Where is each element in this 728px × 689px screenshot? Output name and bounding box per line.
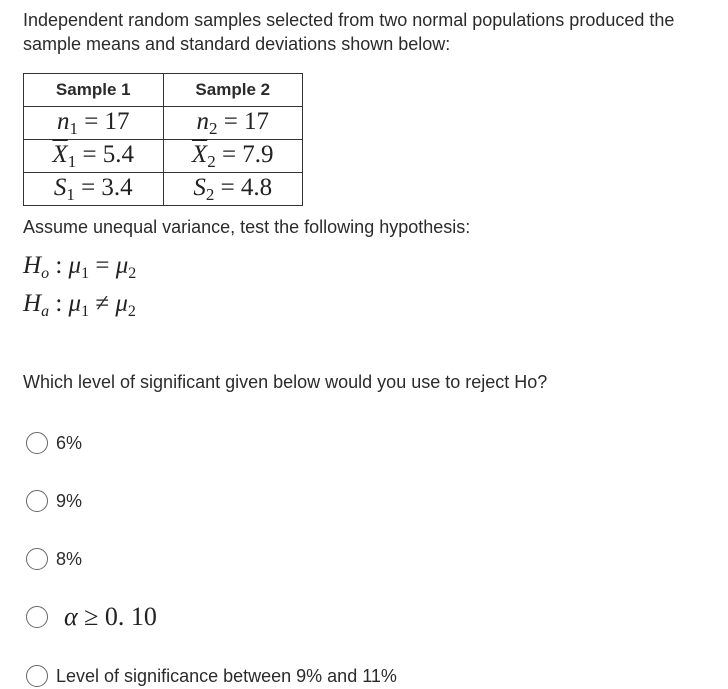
radio-button[interactable] [26, 606, 48, 628]
value: = 5.4 [76, 140, 135, 168]
sub: 1 [69, 118, 78, 138]
mu-sub: 1 [81, 303, 90, 320]
table-header-row [24, 74, 303, 107]
question-intro: Independent random samples selected from two normal populations produced the sample means and standard deviations shown below: [23, 10, 675, 54]
mu-sub: 2 [127, 303, 136, 320]
radio-button[interactable] [26, 490, 48, 512]
var-xbar: $\overline{X}$ [52, 140, 68, 168]
cell-n1 [24, 107, 164, 140]
option-6-percent[interactable] [26, 432, 82, 454]
sample-stats-table [23, 73, 303, 206]
h-symbol: H [23, 290, 42, 317]
option-label: 8% [56, 548, 83, 569]
sub: 2 [205, 184, 215, 204]
assumption-text: Assume unequal variance, test the following hypothesis: [23, 217, 471, 237]
value: = 7.9 [215, 140, 274, 168]
mu-symbol: μ [115, 290, 128, 317]
mu-sub: 1 [81, 265, 90, 282]
mu-symbol: μ [68, 290, 82, 317]
var-s: S [53, 173, 67, 201]
cell-s2 [163, 173, 303, 206]
mu-symbol: μ [115, 252, 129, 279]
sub: 2 [207, 151, 216, 171]
value: = 4.8 [214, 173, 273, 201]
alternative-hypothesis [23, 290, 136, 321]
option-alpha-geq-010[interactable] [26, 602, 157, 632]
option-9-percent[interactable] [26, 490, 82, 512]
math-rest: ≥ 0. 10 [77, 602, 157, 631]
question-prompt: Which level of significant given below would you use to reject Ho? [23, 372, 548, 392]
sub: 1 [67, 151, 77, 171]
option-8-percent[interactable] [26, 548, 82, 570]
value: = 17 [217, 107, 270, 135]
relation: ≠ [89, 290, 116, 317]
option-label: 6% [56, 432, 83, 453]
value: = 17 [77, 107, 130, 135]
relation: = [89, 252, 116, 279]
mu-symbol: μ [68, 252, 82, 279]
h-sub: o [41, 265, 50, 282]
option-between-9-and-11[interactable] [26, 665, 397, 687]
header-sample-2: Sample 2 [163, 74, 303, 107]
option-label: 9% [56, 490, 83, 511]
h-symbol: H [23, 252, 42, 279]
h-sub: a [41, 303, 50, 320]
option-label [64, 602, 157, 632]
colon: : [49, 252, 69, 279]
radio-button[interactable] [26, 548, 48, 570]
var-s: S [193, 173, 206, 201]
value: = 3.4 [74, 173, 133, 201]
var-n: n [56, 107, 70, 135]
mu-sub: 2 [128, 265, 137, 282]
var-xbar: $\overline{X}$ [191, 140, 208, 168]
null-hypothesis [23, 252, 136, 283]
table-row [24, 173, 303, 206]
header-sample-1: Sample 1 [24, 74, 164, 107]
colon: : [49, 290, 69, 317]
sub: 1 [66, 184, 75, 204]
alpha-symbol: α [64, 602, 78, 631]
table-row [24, 107, 303, 140]
radio-button[interactable] [26, 432, 48, 454]
cell-s1 [24, 173, 164, 206]
option-label: Level of significance between 9% and 11% [56, 665, 397, 686]
sub: 2 [208, 118, 218, 138]
cell-x2 [163, 140, 303, 173]
radio-button[interactable] [26, 665, 48, 687]
cell-n2 [163, 107, 303, 140]
table-row [24, 140, 303, 173]
var-n: n [196, 107, 209, 135]
cell-x1 [24, 140, 164, 173]
